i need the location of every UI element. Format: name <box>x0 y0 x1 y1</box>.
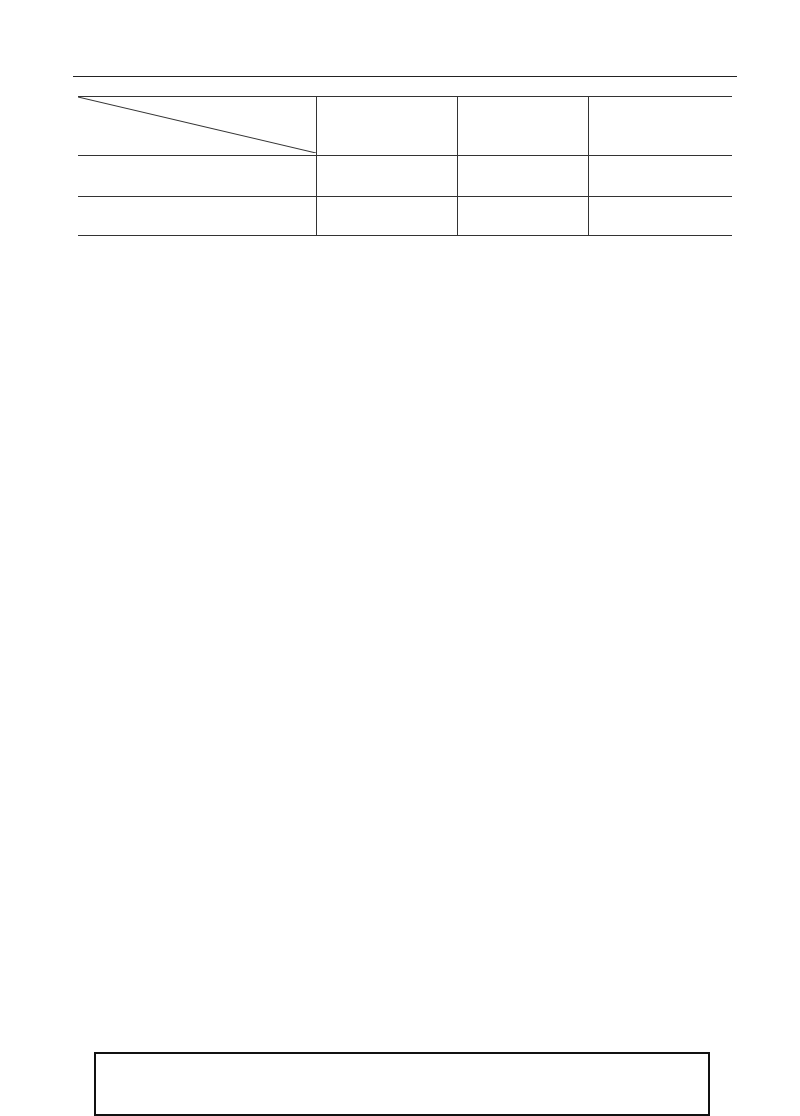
header-rule <box>73 76 737 77</box>
table-cell <box>589 197 733 236</box>
table-cell <box>458 197 589 236</box>
table-4 <box>78 96 732 236</box>
table-header-row <box>78 97 732 156</box>
table-cell <box>317 156 458 197</box>
col-header-left-right <box>317 97 458 156</box>
bottom-frame <box>94 1052 710 1116</box>
table-corner-cell <box>78 97 317 156</box>
document-body <box>78 90 732 267</box>
section-6-heading <box>78 240 732 263</box>
col-header-top-bottom <box>458 97 589 156</box>
table-row <box>78 197 732 236</box>
row-label <box>78 197 317 236</box>
col-header-front-back <box>589 97 733 156</box>
diagonal-line <box>78 97 316 153</box>
table-row <box>78 156 732 197</box>
table-cell <box>458 156 589 197</box>
row-label <box>78 156 317 197</box>
table-cell <box>317 197 458 236</box>
table-cell <box>589 156 733 197</box>
